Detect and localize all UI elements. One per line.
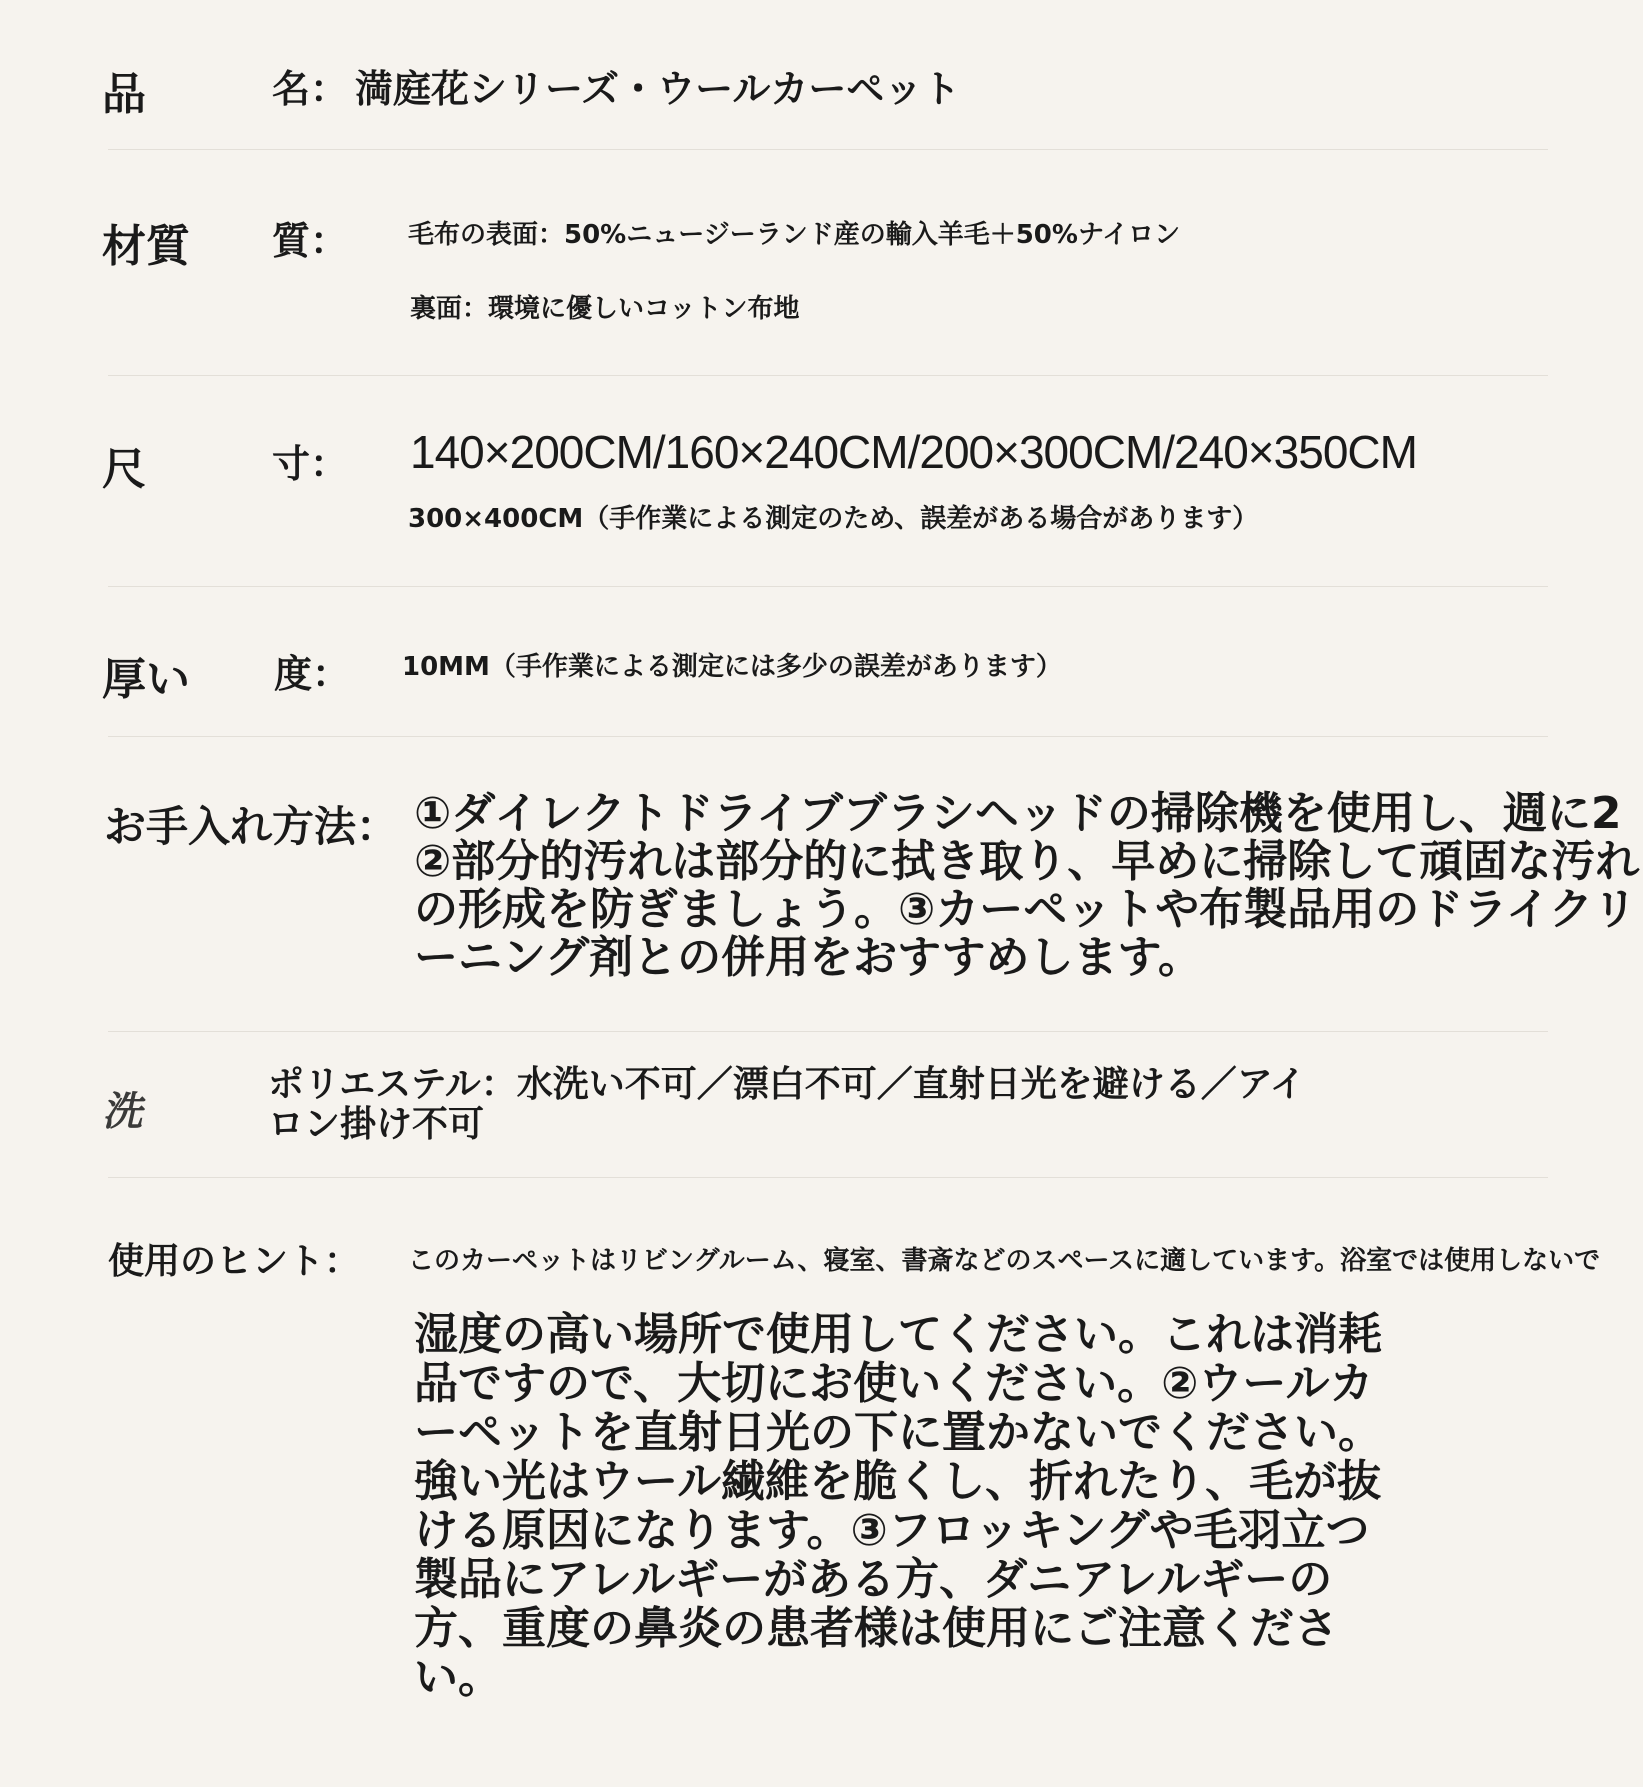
thickness-value: 10MM（手作業による測定には多少の誤差があります） [402, 652, 1062, 682]
divider [108, 375, 1548, 376]
size-options-text: 140×200CM/160×240CM/200×300CM/240×350CM [410, 426, 1417, 478]
wash-label: 洗 [100, 1089, 151, 1135]
thickness-label-right: 度： [274, 652, 351, 696]
material-label-left: 材質 [102, 221, 190, 272]
wash-text: ポリエステル：水洗い不可／漂白不可／直射日光を避ける／アイロン掛け不可 [268, 1064, 1306, 1145]
divider [108, 149, 1548, 150]
tips-first-line-wrap [408, 1240, 1643, 1277]
care-line-1: ①ダイレクトドライブブラシヘッドの掃除機を使用し、週に2 [414, 790, 1622, 839]
care-label: お手入れ方法： [104, 802, 399, 851]
product-name-label-left: 品 [102, 69, 146, 120]
material-label-right: 質： [272, 219, 349, 263]
tips-label: 使用のヒント： [108, 1241, 361, 1282]
tips-first-line: このカーペットはリビングルーム、寝室、書斎などのスペースに適しています。浴室では使用しないで [408, 1246, 1601, 1276]
product-name-label-right: 名： [272, 67, 349, 111]
care-text-block [414, 790, 1643, 982]
material-back-text: 裏面：環境に優しいコットン布地 [410, 294, 800, 324]
divider [108, 736, 1548, 737]
size-label-right: 寸： [272, 442, 349, 486]
tips-text: 湿度の高い場所で使用してください。これは消耗品ですので、大切にお使いください。②ウールカーペットを直射日光の下に置かないでください。強い光はウール繊維を脆くし、折れたり、毛が抜ける原因になります。③フロッキングや毛羽立つ製品にアレルギーがある方、ダニアレルギーの方、重度の鼻炎の患者様は使用にご注意ください。 [414, 1309, 1382, 1703]
divider [108, 1177, 1548, 1178]
care-line-3: の形成を防ぎましょう。③カーペットや布製品用のドライクリ [414, 884, 1638, 935]
divider [108, 586, 1548, 587]
care-line-4: ーニング剤との併用をおすすめします。 [414, 932, 1203, 982]
product-name-value: 満庭花シリーズ・ウールカーペット [355, 67, 961, 111]
thickness-label-left: 厚い [102, 654, 190, 705]
care-line-2: ②部分的汚れは部分的に拭き取り、早めに掃除して頑固な汚れ [414, 836, 1640, 887]
divider [108, 1031, 1548, 1032]
size-label-left: 尺 [102, 444, 146, 495]
material-surface-text: 毛布の表面：50%ニュージーランド産の輸入羊毛＋50%ナイロン [408, 220, 1181, 250]
size-note-text: 300×400CM（手作業による測定のため、誤差がある場合があります） [408, 504, 1259, 534]
